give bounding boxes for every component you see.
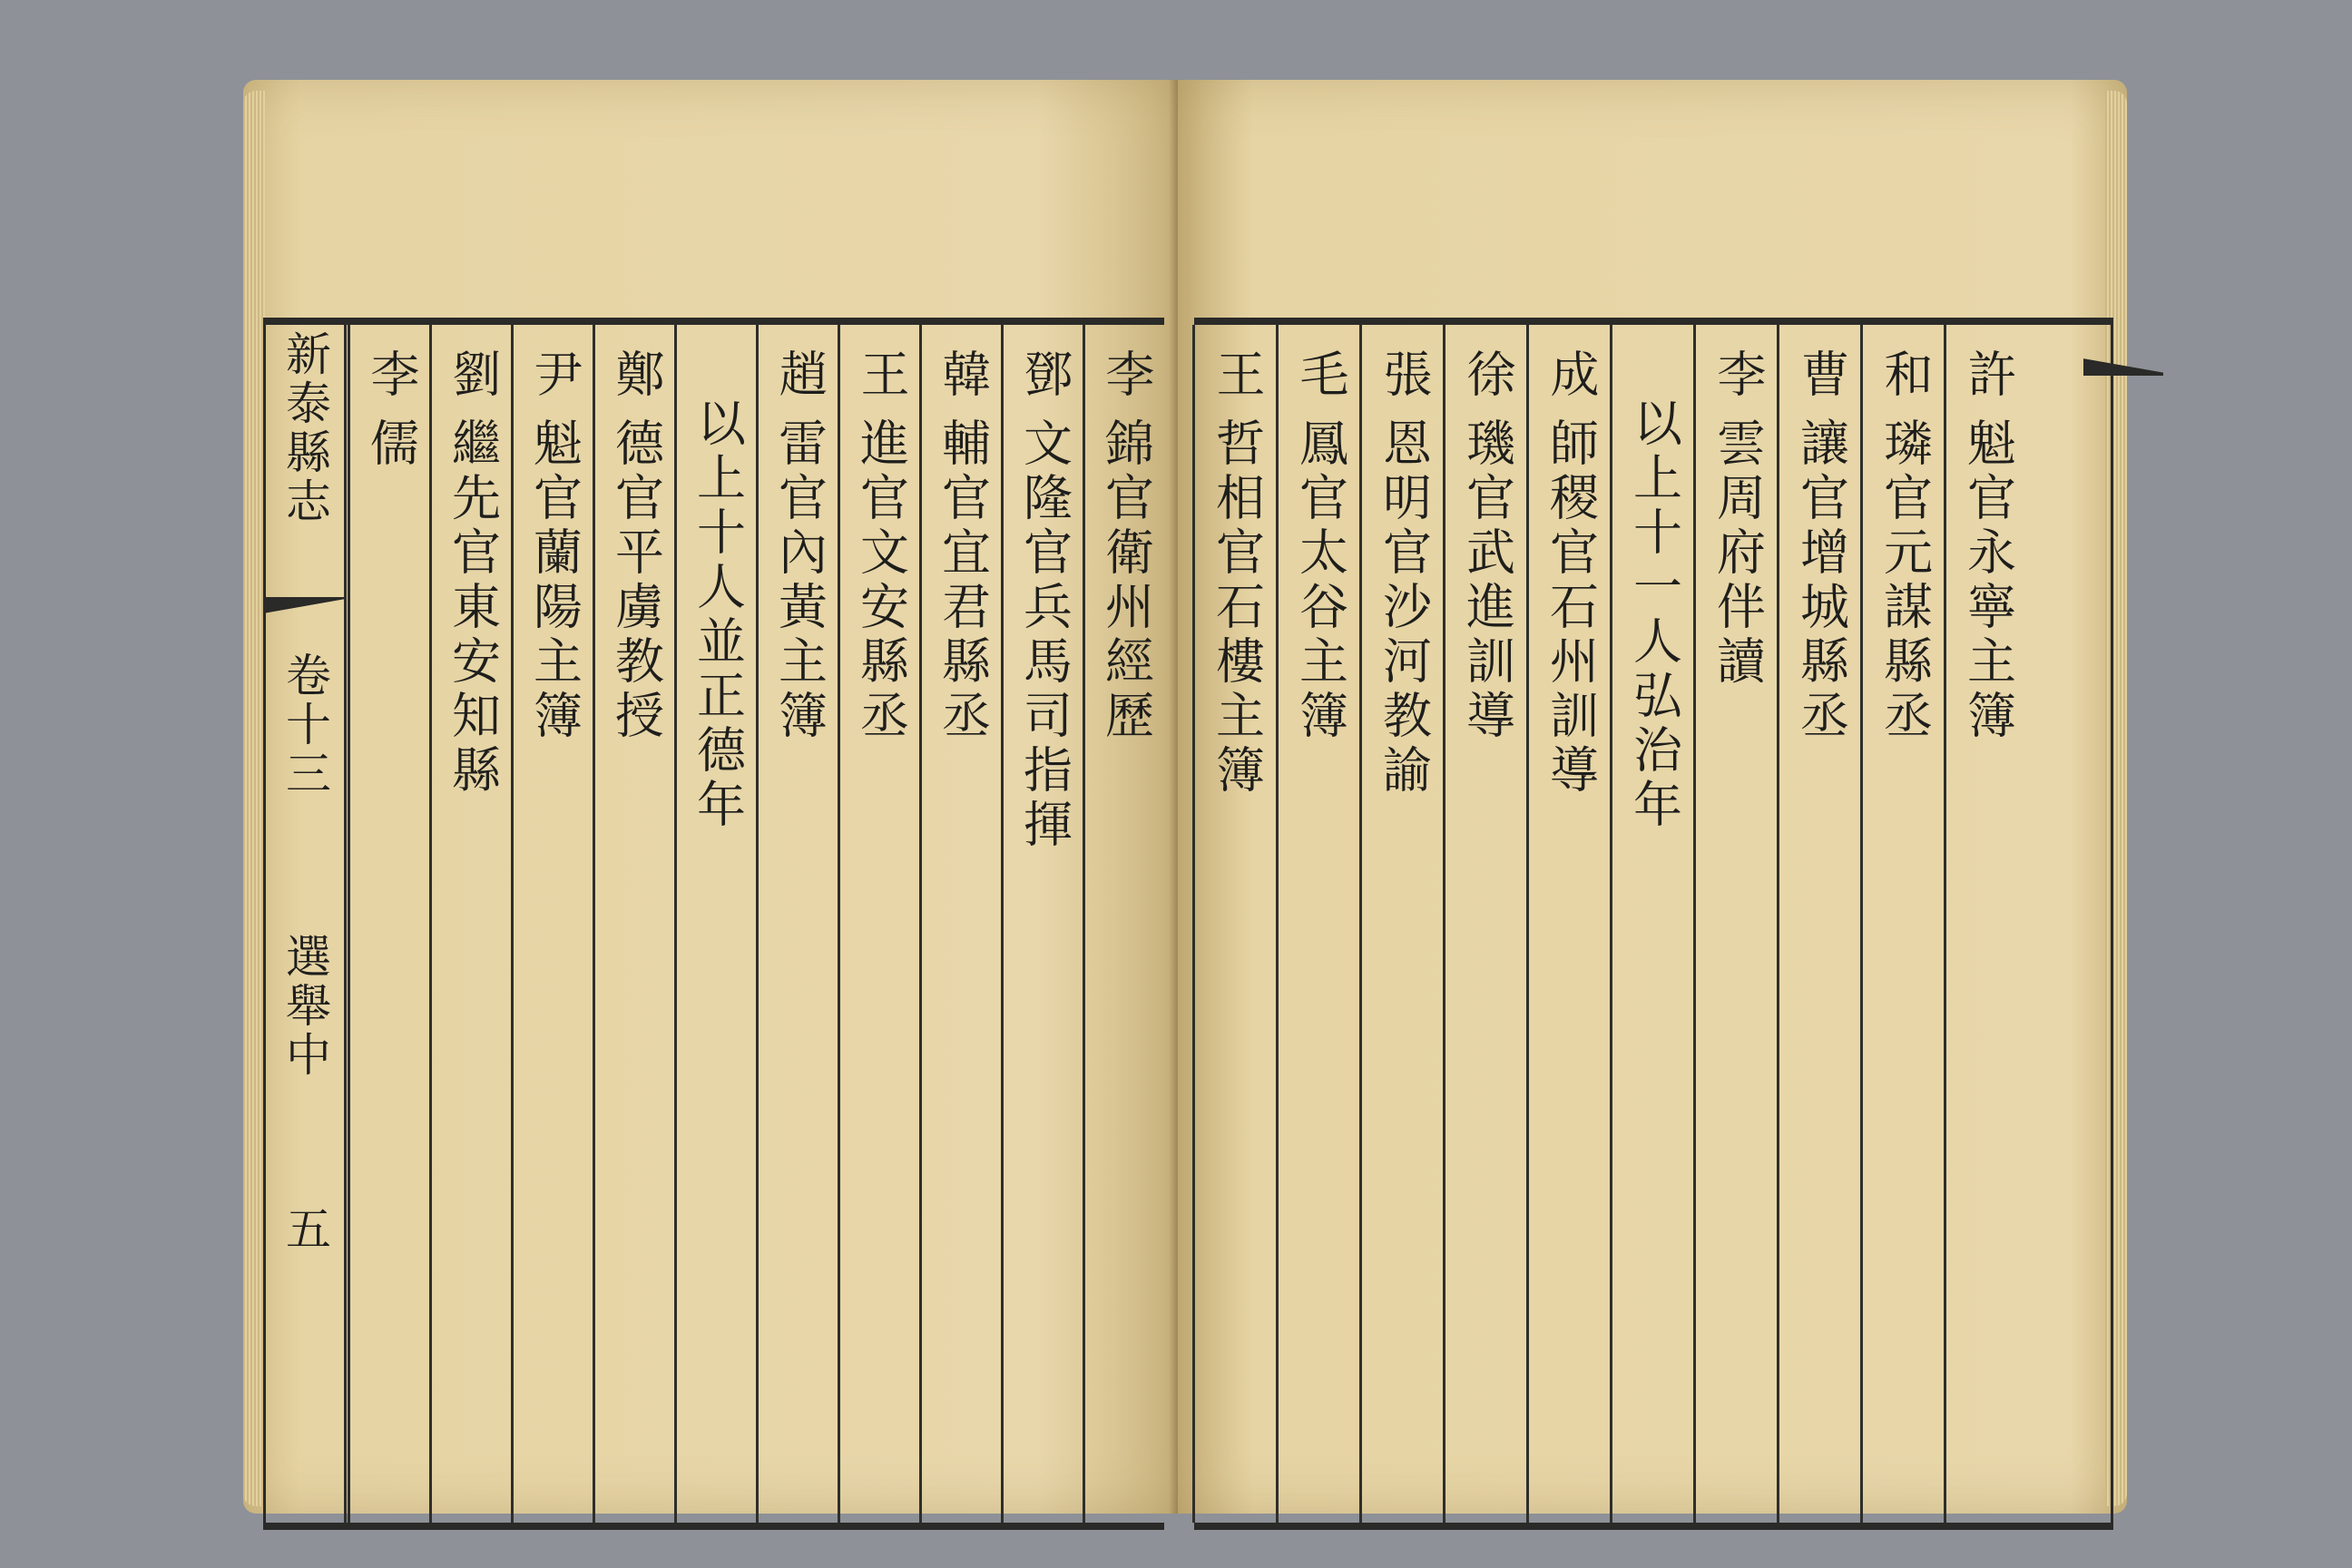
text-column <box>1443 325 1529 1523</box>
text-column <box>429 325 514 1523</box>
entry-text: 雲周府伴讀 <box>1709 417 1767 690</box>
right-page <box>1178 80 2127 1514</box>
surname: 和 <box>1877 348 1934 397</box>
text-column <box>1083 325 1167 1523</box>
text-column <box>919 325 1004 1523</box>
entry-text: 恩明官沙河教諭 <box>1375 417 1433 799</box>
surname: 劉 <box>445 348 502 397</box>
text-column <box>674 325 759 1523</box>
surname: 鄧 <box>1016 348 1073 397</box>
text-column <box>1944 325 2030 1523</box>
text-column <box>1526 325 1612 1523</box>
entry-text: 繼先官東安知縣 <box>444 417 502 799</box>
fish-tail-mark-right <box>2083 352 2163 376</box>
entry-text: 儒 <box>362 417 420 472</box>
banxin-center-column <box>266 325 347 1523</box>
surname: 毛 <box>1292 348 1349 397</box>
entry-text: 讓官增城縣丞 <box>1792 417 1850 744</box>
fish-tail-mark <box>266 597 344 622</box>
text-column <box>1693 325 1779 1523</box>
gazetteer-title: 新泰縣志 <box>279 330 331 526</box>
summary-note: 以上十人並正德年 <box>689 397 747 833</box>
surname: 成 <box>1543 348 1600 397</box>
text-column <box>593 325 677 1523</box>
summary-note: 以上十一人弘治年 <box>1625 397 1683 833</box>
surname: 韓 <box>935 348 992 397</box>
entry-text: 文隆官兵馬司指揮 <box>1015 417 1073 853</box>
entry-text: 雷官內黃主簿 <box>770 417 828 744</box>
entry-text: 師稷官石州訓導 <box>1542 417 1600 799</box>
text-column <box>1860 325 1946 1523</box>
entry-text: 德官平虜教授 <box>607 417 665 744</box>
text-column <box>1001 325 1085 1523</box>
left-page-frame <box>263 318 1164 1530</box>
surname: 徐 <box>1459 348 1516 397</box>
text-column <box>1359 325 1446 1523</box>
text-column <box>1777 325 1863 1523</box>
text-column <box>511 325 595 1523</box>
entry-text: 璣官武進訓導 <box>1458 417 1516 744</box>
entry-text: 魁官永寧主簿 <box>1959 417 2017 744</box>
text-column <box>1276 325 1362 1523</box>
open-book <box>243 80 2127 1514</box>
surname: 趙 <box>771 348 828 397</box>
text-column <box>756 325 840 1523</box>
entry-text: 進官文安縣丞 <box>852 417 910 744</box>
surname: 尹 <box>526 348 583 397</box>
entry-text: 哲相官石樓主簿 <box>1208 417 1266 799</box>
surname: 鄭 <box>608 348 665 397</box>
entry-text: 錦官衛州經歷 <box>1097 417 1155 744</box>
entry-text: 璘官元謀縣丞 <box>1876 417 1934 744</box>
entry-text: 輔官宜君縣丞 <box>934 417 992 744</box>
surname: 曹 <box>1793 348 1850 397</box>
left-page-edges <box>243 91 265 1506</box>
left-page <box>243 80 1178 1514</box>
page-number: 五 <box>279 1205 331 1254</box>
surname: 張 <box>1376 348 1433 397</box>
section-label: 選舉中 <box>279 933 331 1080</box>
text-column <box>1610 325 1696 1523</box>
entry-text: 魁官蘭陽主簿 <box>525 417 583 744</box>
surname: 李 <box>1710 348 1767 397</box>
text-column <box>838 325 922 1523</box>
text-column <box>1192 325 1279 1523</box>
entry-text: 鳳官太谷主簿 <box>1291 417 1349 744</box>
surname: 王 <box>1209 348 1266 397</box>
surname: 許 <box>1960 348 2017 397</box>
surname: 王 <box>853 348 910 397</box>
text-column <box>348 325 432 1523</box>
surname: 李 <box>1098 348 1155 397</box>
right-page-frame <box>1194 318 2113 1530</box>
surname: 李 <box>363 348 420 397</box>
volume-label: 卷十三 <box>279 652 331 799</box>
